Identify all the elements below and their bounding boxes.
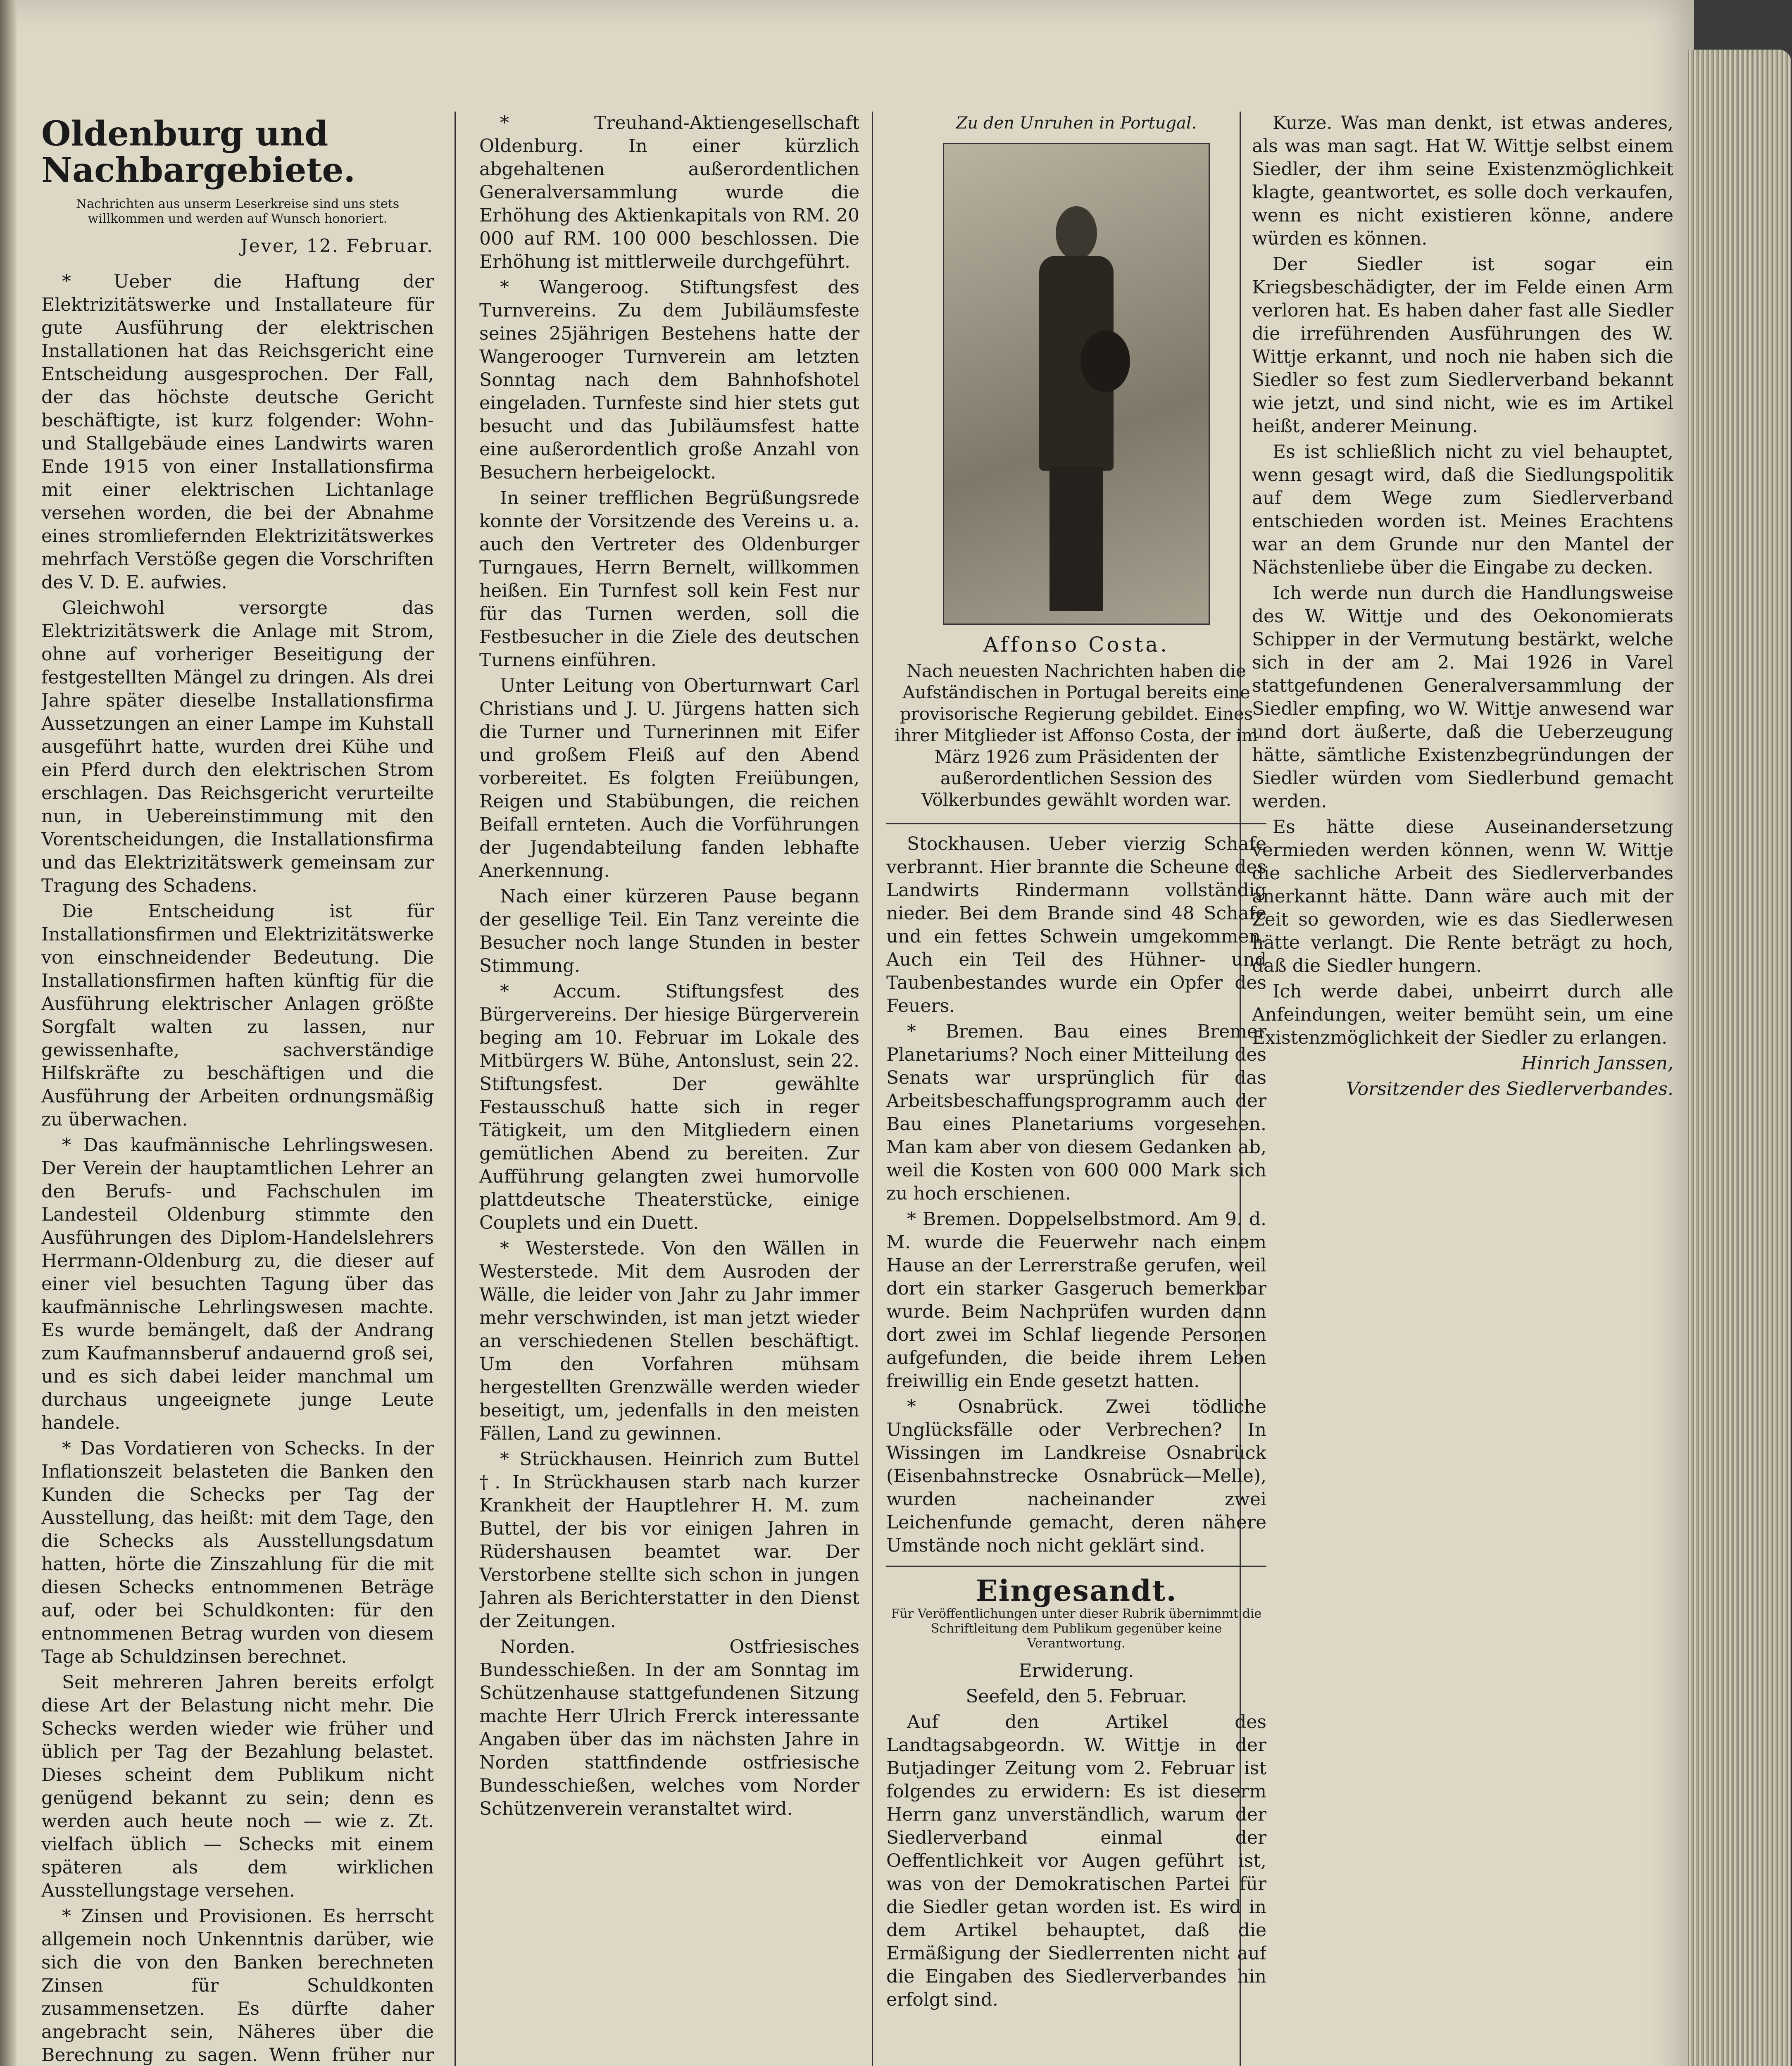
column-4 (1252, 112, 1673, 2066)
article-paragraph: Stockhausen. Ueber vierzig Schafe verbrannt. Hier brannte die Scheune des Landwirts Rindermann vollständig nieder. Bei dem Brande sind 48 Schafe und ein fettes Schwein umgekommen. Auch ein Teil des Hühner- und Taubenbestandes wurde ein Opfer des Feuers. (886, 833, 1266, 1016)
article-paragraph: Der Siedler ist sogar ein Kriegsbeschädigter, der im Felde einen Arm verloren hat. Es haben daher fast alle Siedler die irreführenden Ausführungen des W. Wittje erkannt, und noch nie haben sich die Siedler so fest zum Siedlerverband bekannt wie jetzt, und sind nicht, wie es im Artikel heißt, anderer Meinung. (1252, 254, 1673, 437)
article-paragraph: * Das Vordatieren von Schecks. In der Inflationszeit belasteten die Banken den Kunden die Schecks per Tag der Ausstellung, das heißt: mit dem Tage, den die Schecks als Ausstellungsdatum hatten, hörte die Zinszahlung für die mit diesen Schecks entnommenen Beträge auf, oder bei Schuldkonten: für den entnommenen Betrag wurden von diesem Tage ab Schuldzinsen berechnet. (41, 1438, 434, 1667)
eingesandt-title: Erwiderung. (1019, 1660, 1134, 1681)
article-paragraph: Ich werde nun durch die Handlungsweise des W. Wittje und des Oekonomierats Schipper in der Vermutung bestärkt, welche sich in der am 2. Mai 1926 in Varel stattgefundenen Generalversammlung der Siedler empfing, wo W. Wittje anwesend war und dort äußerte, daß die Ueberzeugung hätte, sämtliche Existenzbegründungen der Siedler würden vom Siedlerbund gemacht werden. (1252, 583, 1673, 812)
article-paragraph: Norden. Ostfriesisches Bundesschießen. In der am Sonntag im Schützenhause stattgefundenen Sitzung machte Herr Ulrich Frerck interessante Angaben über das im nächsten Jahre in Norden stattfindende ostfriesische Bundesschießen, welches vom Norder Schützenverein veranstaltet wird. (479, 1636, 859, 1819)
article-paragraph: * Strückhausen. Heinrich zum Buttel †. In Strückhausen starb nach kurzer Krankheit der Hauptlehrer H. M. zum Buttel, der bis vor einigen Jahren in Rüdershausen beamtet war. Der Verstorbene stellte sich schon in jungen Jahren als Berichterstatter in den Dienst der Zeitungen. (479, 1449, 859, 1632)
article-paragraph: * Bremen. Bau eines Bremer Planetariums? Noch einer Mitteilung des Senats war ursprünglich für das Arbeitsbeschaffungsprogramm auch der Bau eines Planetariums vorgesehen. Man kam aber von diesem Gedanken ab, weil die Kosten von 600 000 Mark sich zu hoch erschienen. (886, 1021, 1266, 1204)
column-rule (872, 112, 873, 2066)
divider (886, 823, 1266, 824)
article-paragraph: Es hätte diese Auseinandersetzung vermieden werden können, wenn W. Wittje die sachliche Arbeit des Siedlerverbandes anerkannt hätte. Dann wäre auch mit der Zeit so geworden, wie es das Siedlerwesen hätte verlangt. Die Rente beträgt zu hoch, daß die Siedler hungern. (1252, 816, 1673, 976)
article-paragraph: * Treuhand-Aktiengesellschaft Oldenburg. In einer kürzlich abgehaltenen außerordentlichen Generalversammlung wurde die Erhöhung des Aktienkapitals von RM. 20 000 auf RM. 100 000 beschlossen. Die Erhöhung ist mittlerweile durchgeführt. (479, 112, 859, 272)
column-1 (41, 112, 434, 2066)
article-paragraph: Seit mehreren Jahren bereits erfolgt diese Art der Belastung nicht mehr. Die Schecks werden wieder wie früher und üblich per Tag der Bezahlung belastet. Dieses scheint dem Publikum nicht genügend bekannt zu sein; denn es werden auch heute noch — wie z. Zt. vielfach üblich — Schecks mit einem späteren als dem wirklichen Ausstellungstage versehen. (41, 1672, 434, 1901)
signature-name: Hinrich Janssen, (1521, 1053, 1673, 1074)
divider (886, 1566, 1266, 1567)
article-paragraph: Ich werde dabei, unbeirrt durch alle Anfeindungen, weiter bemüht sein, um eine Existenzmöglichkeit der Siedler zu erlangen. (1252, 981, 1673, 1048)
photo-name: Affonso Costa. (983, 633, 1169, 657)
dateline: Jever, 12. Februar. (240, 236, 434, 257)
column-rule (455, 112, 456, 2066)
article-paragraph: Nach einer kürzeren Pause begann der gesellige Teil. Ein Tanz vereinte die Besucher noch lange Stunden in bester Stimmung. (479, 886, 859, 976)
eingesandt-heading: Eingesandt. (976, 1573, 1177, 1608)
article-paragraph: * Ueber die Haftung der Elektrizitätswerke und Installateure für gute Ausführung der elektrischen Installationen hat das Reichsgericht eine Entscheidung ausgesprochen. Der Fall, der das höchste deutsche Gericht beschäftigte, ist kurz folgender: Wohn- und Stallgebäude eines Landwirts waren Ende 1915 von einer Installationsfirma mit einer elektrischen Lichtanlage versehen worden, die bei der Abnahme eines stromliefernden Elektrizitätswerkes mehrfach Verstöße gegen die Vorschriften des V. D. E. aufwies. (41, 271, 434, 593)
column-2 (479, 112, 859, 2066)
article-paragraph: Es ist schließlich nicht zu viel behauptet, wenn gesagt wird, daß die Siedlungspolitik auf dem Wege zum Siedlerverband entschieden worden ist. Meines Erachtens war an dem Grunde nur den Mantel der Nächstenliebe über die Eingabe zu decken. (1252, 441, 1673, 578)
page-binding (0, 0, 17, 2066)
standing-man-figure (1031, 206, 1122, 611)
article-paragraph: * Bremen. Doppelselbstmord. Am 9. d. M. wurde die Feuerwehr nach einem Hause an der Lerrerstraße gerufen, weil dort ein starker Gasgeruch bemerkbar wurde. Beim Nachprüfen wurden dann dort zwei im Schlaf liegende Personen aufgefunden, die beide ihrem Leben freiwillig ein Ende gesetzt hatten. (886, 1209, 1266, 1392)
article-paragraph: * Wangeroog. Stiftungsfest des Turnvereins. Zu dem Jubiläumsfeste seines 25jährigen Bestehens hatte der Wangerooger Turnverein am letzten Sonntag nach dem Bahnhofshotel eingeladen. Turnfeste sind hier stets gut besucht und das Jubiläumsfest hatte eine außerordentlich große Anzahl von Besuchern herbeigelockt. (479, 277, 859, 483)
eingesandt-dateline: Seefeld, den 5. Februar. (966, 1686, 1187, 1707)
section-masthead: Oldenburg und Nachbargebiete. (41, 114, 356, 190)
article-paragraph: * Osnabrück. Zwei tödliche Unglücksfälle oder Verbrechen? In Wissingen im Landkreise Osnabrück (Eisenbahnstrecke Osnabrück—Melle), wurden nacheinander zwei Leichenfunde gemacht, deren nähere Umstände noch nicht geklärt sind. (886, 1396, 1266, 1556)
article-paragraph: Gleichwohl versorgte das Elektrizitätswerk die Anlage mit Strom, ohne auf vorheriger Beseitigung der festgestellten Mängel zu dringen. Als drei Jahre später dieselbe Installationsfirma Aussetzungen an einer Lampe im Kuhstall ausgeführt hatte, wurden drei Kühe und ein Pferd durch den elektrischen Strom erschlagen. Das Reichsgericht verurteilte nun, in Uebereinstimmung mit den Vorentscheidungen, die Installationsfirma und das Elektrizitätswerk gemeinsam zur Tragung des Schadens. (41, 597, 434, 896)
eingesandt-note: Für Veröffentlichungen unter dieser Rubrik übernimmt die Schriftleitung dem Publikum gegenüber keine Verantwortung. (891, 1607, 1262, 1651)
article-paragraph: * Das kaufmännische Lehrlingswesen. Der Verein der hauptamtlichen Lehrer an den Berufs- und Fachschulen im Landesteil Oldenburg stimmte den Ausführungen des Diplom-Handelslehrers Herrmann-Oldenburg zu, die dieser auf einer viel besuchten Tagung über das kaufmännische Lehrlingswesen machte. Es wurde bemängelt, daß der Andrang zum Kaufmannsberuf andauernd groß sei, und es sich dabei leider manchmal um durchaus ungeeignete junge Leute handele. (41, 1135, 434, 1433)
article-paragraph: * Westerstede. Von den Wällen in Westerstede. Mit dem Ausroden der Wälle, die leider von Jahr zu Jahr immer mehr verschwinden, ist man jetzt wieder an verschiedenen Stellen beschäftigt. Um den Vorfahren mühsam hergestellten Grenzwälle werden wieder beseitigt, um, jedenfalls in den meisten Fällen, Land zu gewinnen. (479, 1238, 859, 1444)
article-paragraph: In seiner trefflichen Begrüßungsrede konnte der Vorsitzende des Vereins u. a. auch den Vertreter des Oldenburger Turngaues, Herrn Bernelt, willkommen heißen. Ein Turnfest soll kein Fest nur für das Turnen werden, soll die Festbesucher in die Ziele des deutschen Turnens einführen. (479, 488, 859, 671)
book-page-edges (1688, 50, 1791, 2066)
article-paragraph: Kurze. Was man denkt, ist etwas anderes, als was man sagt. Hat W. Wittje selbst einem Siedler, der ihm seine Existenzmöglichkeit klagte, geantwortet, es solle doch verkaufen, wenn es nicht existieren könne, andere würden es können. (1252, 112, 1673, 249)
photo-header: Zu den Unruhen in Portugal. (956, 114, 1197, 133)
masthead-note: Nachrichten aus unserm Leserkreise sind uns stets willkommen und werden auf Wunsch honoriert. (76, 197, 400, 226)
column-3 (886, 112, 1266, 2066)
signature-title: Vorsitzender des Siedlerverbandes. (1346, 1078, 1673, 1100)
portrait-photo (943, 143, 1210, 625)
article-paragraph: Die Entscheidung ist für Installationsfirmen und Elektrizitätswerke von einschneidender Bedeutung. Die Installationsfirmen haften künftig für die Ausführung elektrischer Anlagen größte Sorgfalt walten zu lassen, nur gewissenhafte, sachverständige Hilfskräfte zu beschäftigen und die Ausführung der Arbeiten ordnungsmäßig zu überwachen. (41, 901, 434, 1130)
photo-caption: Nach neuesten Nachrichten haben die Aufständischen in Portugal bereits eine provisorische Regierung gebildet. Eines ihrer Mitglieder ist Affonso Costa, der im März 1926 zum Präsidenten der außerordentlichen Session des Völkerbundes gewählt worden war. (895, 661, 1258, 810)
article-paragraph: Unter Leitung von Oberturnwart Carl Christians und J. U. Jürgens hatten sich die Turner und Turnerinnen mit Eifer und großem Fleiß auf den Abend vorbereitet. Es folgten Freiübungen, Reigen und Stabübungen, die reichen Beifall ernteten. Auch die Vorführungen der Jugendabteilung fanden lebhafte Anerkennung. (479, 675, 859, 881)
article-paragraph: * Accum. Stiftungsfest des Bürgervereins. Der hiesige Bürgerverein beging am 10. Februar im Lokale des Mitbürgers W. Bühe, Antonslust, sein 22. Stiftungsfest. Der gewählte Festausschuß hatte sich in reger Tätigkeit, um den Mitgliedern einen gemütlichen Abend zu bereiten. Zur Aufführung gelangten zwei humorvolle plattdeutsche Theaterstücke, einige Couplets und ein Duett. (479, 981, 859, 1233)
article-paragraph: * Zinsen und Provisionen. Es herrscht allgemein noch Unkenntnis darüber, wie sich die von den Banken berechneten Zinsen für Schuldkonten zusammensetzen. Es dürfte daher angebracht sein, Näheres über die Berechnung zu sagen. Wenn früher nur (41, 1906, 434, 2066)
article-paragraph: Auf den Artikel des Landtagsabgeordn. W. Wittje in der Butjadinger Zeitung vom 2. Februar ist folgendes zu erwidern: Es ist dieserm Herrn ganz unverständlich, warum der Siedlerverband einmal der Oeffentlichkeit vor Augen geführt ist, was von der Demokratischen Partei für die Siedler getan worden ist. Es wird in dem Artikel behauptet, daß die Ermäßigung der Siedlerrenten nicht auf die Eingaben des Siedlerverbandes hin erfolgt sind. (886, 1711, 1266, 2010)
